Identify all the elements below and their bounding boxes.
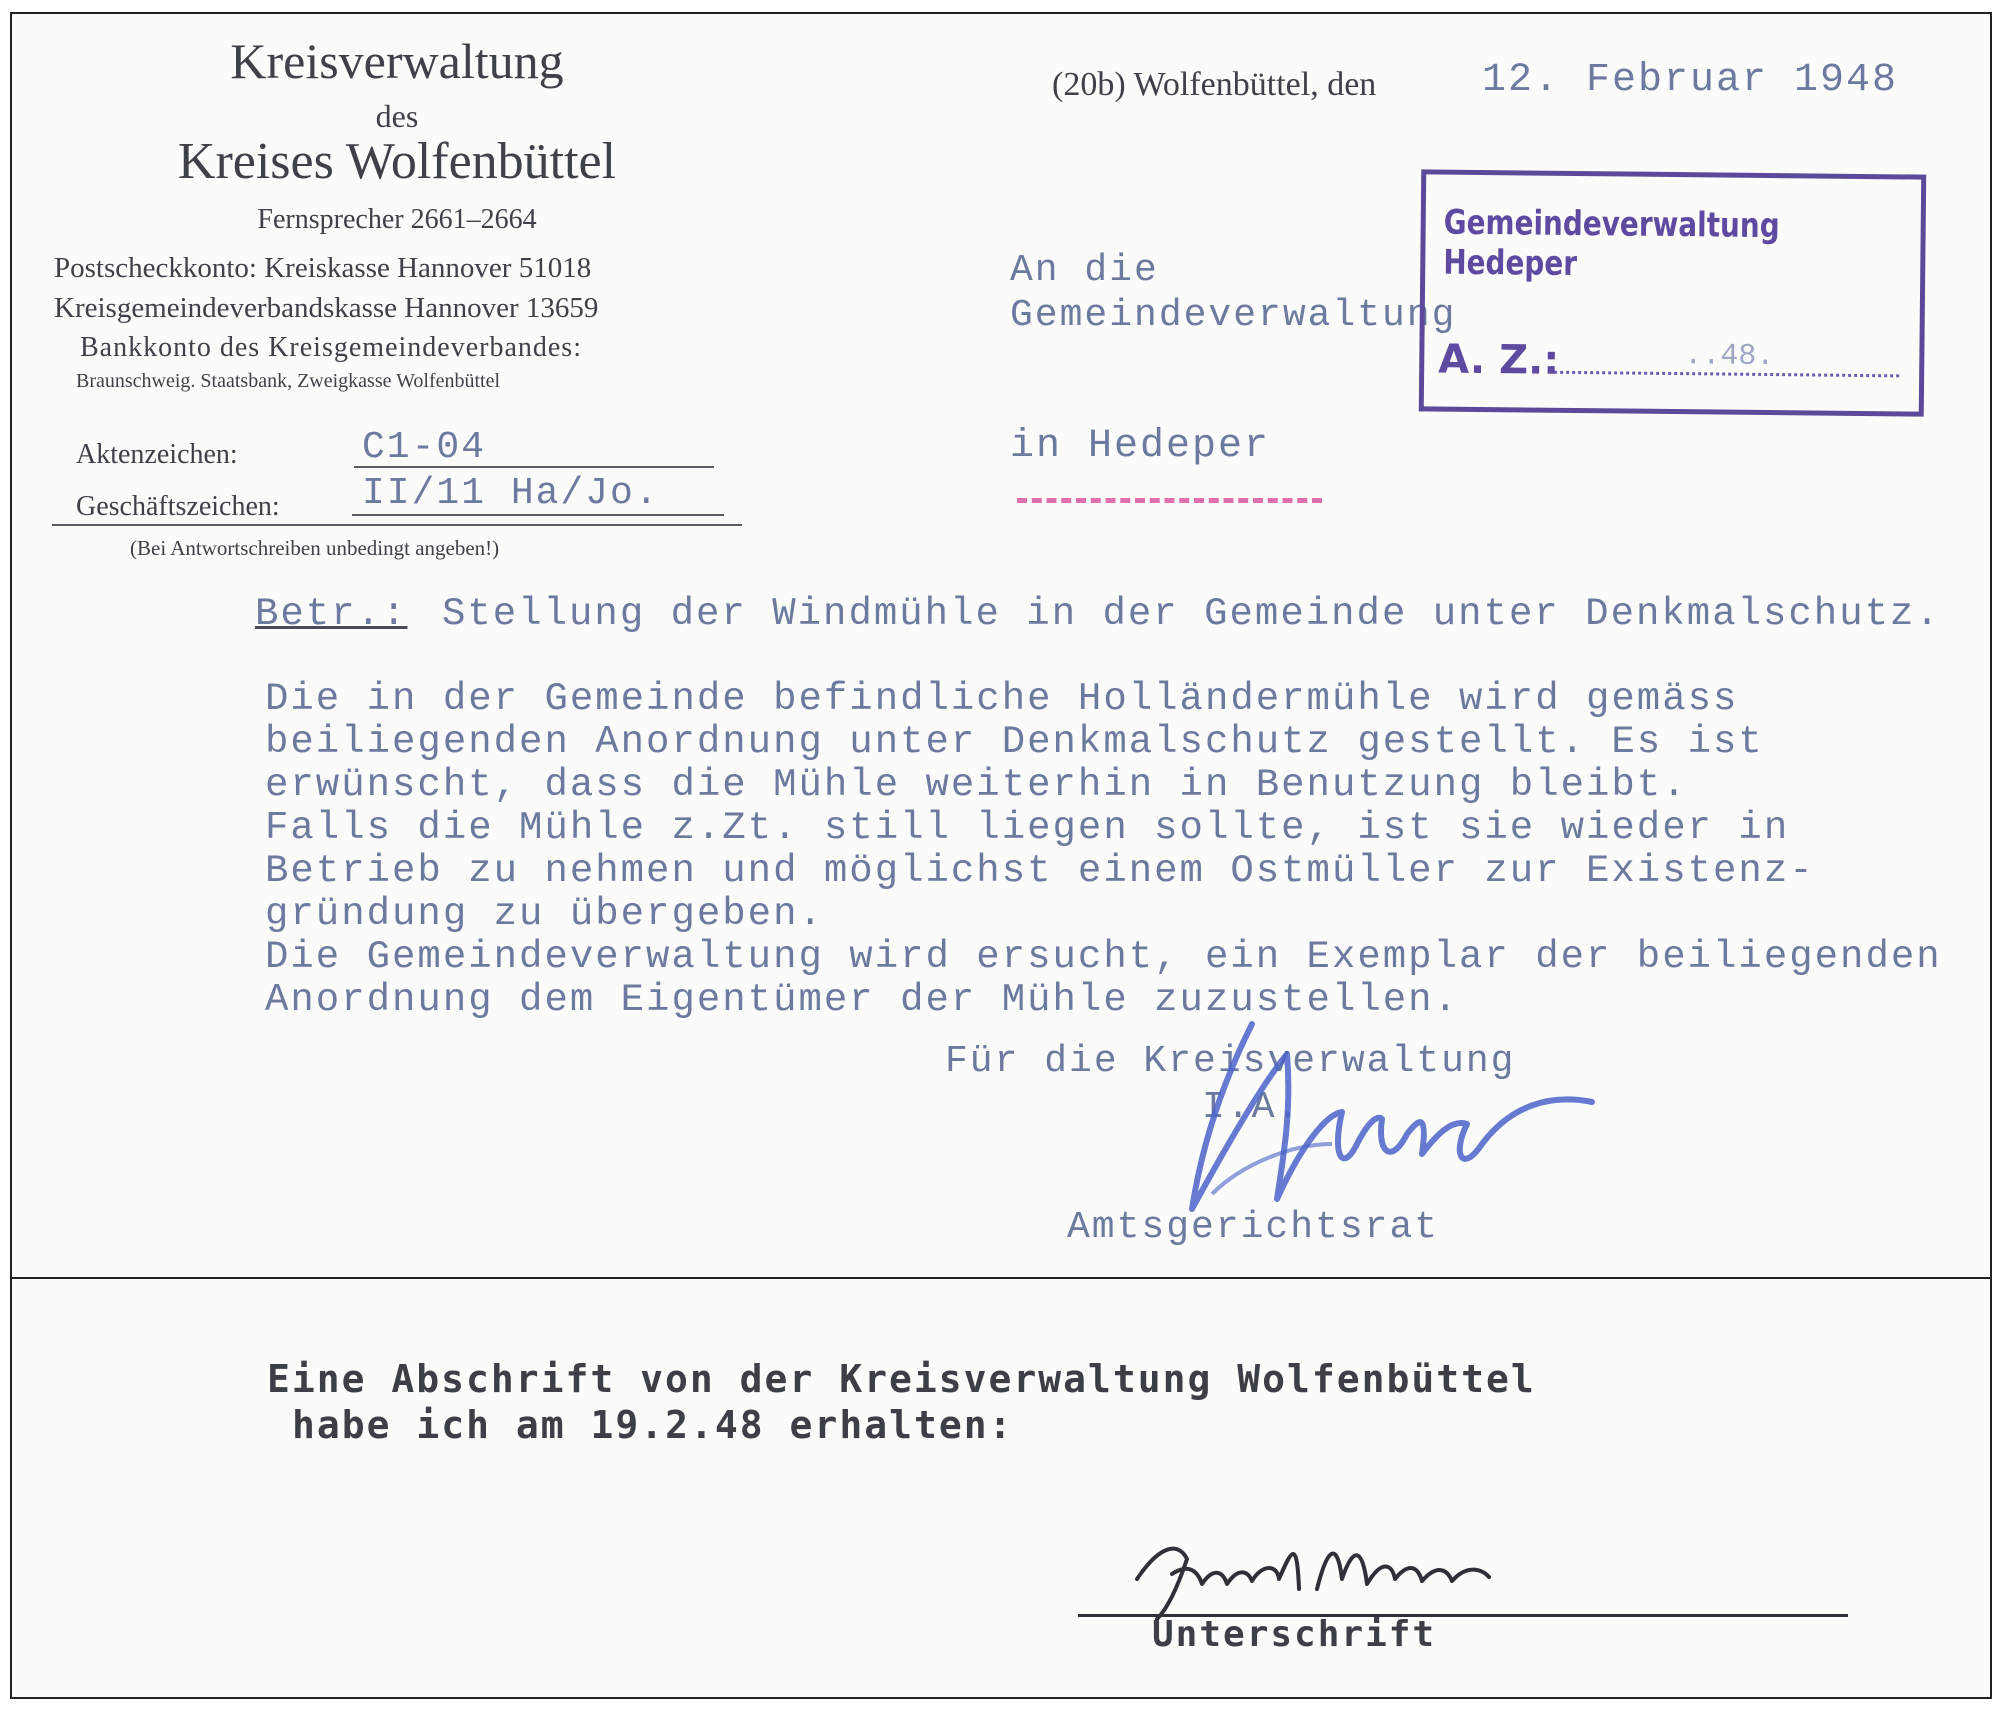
stamp-dotted-line xyxy=(1554,371,1899,378)
subject-label: Betr.: xyxy=(255,592,408,636)
body-line-4: Falls die Mühle z.Zt. still liegen sollte, ist sie wieder in xyxy=(265,806,1790,850)
letter-panel xyxy=(10,12,1992,1279)
letterhead-phone: Fernsprecher 2661–2664 xyxy=(257,204,537,235)
reference-note: (Bei Antwortschreiben unbedingt angeben!) xyxy=(130,536,500,560)
body-line-7: Die Gemeindeverwaltung wird ersucht, ein Exemplar der beiliegenden xyxy=(265,935,1942,979)
recipient-line2: Gemeindeverwaltung xyxy=(1010,294,1457,337)
receipt-signature xyxy=(1117,1519,1577,1629)
reference-underline xyxy=(52,524,742,526)
stamp-az-date: ..48. xyxy=(1684,339,1775,375)
closing-title: Amtsgerichtsrat xyxy=(1067,1206,1440,1249)
letterhead-kasse: Kreisgemeindeverbandskasse Hannover 13659 xyxy=(54,292,599,324)
receipt-panel xyxy=(10,1277,1992,1699)
aktenzeichen-rule xyxy=(354,466,714,468)
recipient-line1: An die xyxy=(1010,249,1159,292)
letterhead-line3: Kreises Wolfenbüttel xyxy=(177,133,617,190)
dateline-place: (20b) Wolfenbüttel, den xyxy=(1052,66,1377,103)
letterhead-line2: des xyxy=(375,98,419,134)
incoming-stamp xyxy=(1419,169,1927,416)
body-line-3: erwünscht, dass die Mühle weiterhin in Benutzung bleibt. xyxy=(265,763,1688,807)
aktenzeichen-label: Aktenzeichen: xyxy=(76,439,238,470)
stamp-az-label: A. Z.: xyxy=(1438,336,1560,384)
receipt-line2: habe ich am 19.2.48 erhalten: xyxy=(292,1403,1014,1447)
letterhead-bank-detail: Braunschweig. Staatsbank, Zweigkasse Wolfenbüttel xyxy=(76,370,501,392)
official-signature xyxy=(1092,994,1612,1234)
letterhead-line1: Kreisverwaltung xyxy=(230,33,564,89)
receipt-line1: Eine Abschrift von der Kreisverwaltung Wolfenbüttel xyxy=(267,1357,1536,1401)
dateline-date: 12. Februar 1948 xyxy=(1482,58,1899,103)
body-line-8: Anordnung dem Eigentümer der Mühle zuzustellen. xyxy=(265,978,1459,1022)
aktenzeichen-value: C1-04 xyxy=(362,426,487,469)
geschaeftszeichen-label: Geschäftszeichen: xyxy=(76,491,280,522)
letterhead-postscheck: Postscheckkonto: Kreiskasse Hannover 51018 xyxy=(54,252,592,284)
recipient-line3: in Hedeper xyxy=(1010,424,1271,469)
recipient-underline xyxy=(1017,498,1322,503)
subject-text: Stellung der Windmühle in der Gemeinde unter Denkmalschutz. xyxy=(442,592,1941,636)
closing-line1: Für die Kreisverwaltung xyxy=(945,1040,1516,1083)
geschaeftszeichen-value: II/11 Ha/Jo. xyxy=(362,472,660,515)
body-line-6: gründung zu übergeben. xyxy=(265,892,824,936)
geschaeftszeichen-rule xyxy=(352,514,724,516)
body-line-2: beiliegenden Anordnung unter Denkmalschutz gestellt. Es ist xyxy=(265,720,1764,764)
stamp-title: Gemeindeverwaltung Hedeper xyxy=(1443,202,1780,284)
body-line-5: Betrieb zu nehmen und möglichst einem Ostmüller zur Existenz- xyxy=(265,849,1815,893)
letterhead-bank-label: Bankkonto des Kreisgemeindeverbandes: xyxy=(80,332,582,363)
body-line-1: Die in der Gemeinde befindliche Holländermühle wird gemäss xyxy=(265,677,1739,721)
closing-ia: I.A. xyxy=(1202,1086,1302,1129)
signature-caption: Unterschrift xyxy=(1152,1614,1437,1655)
